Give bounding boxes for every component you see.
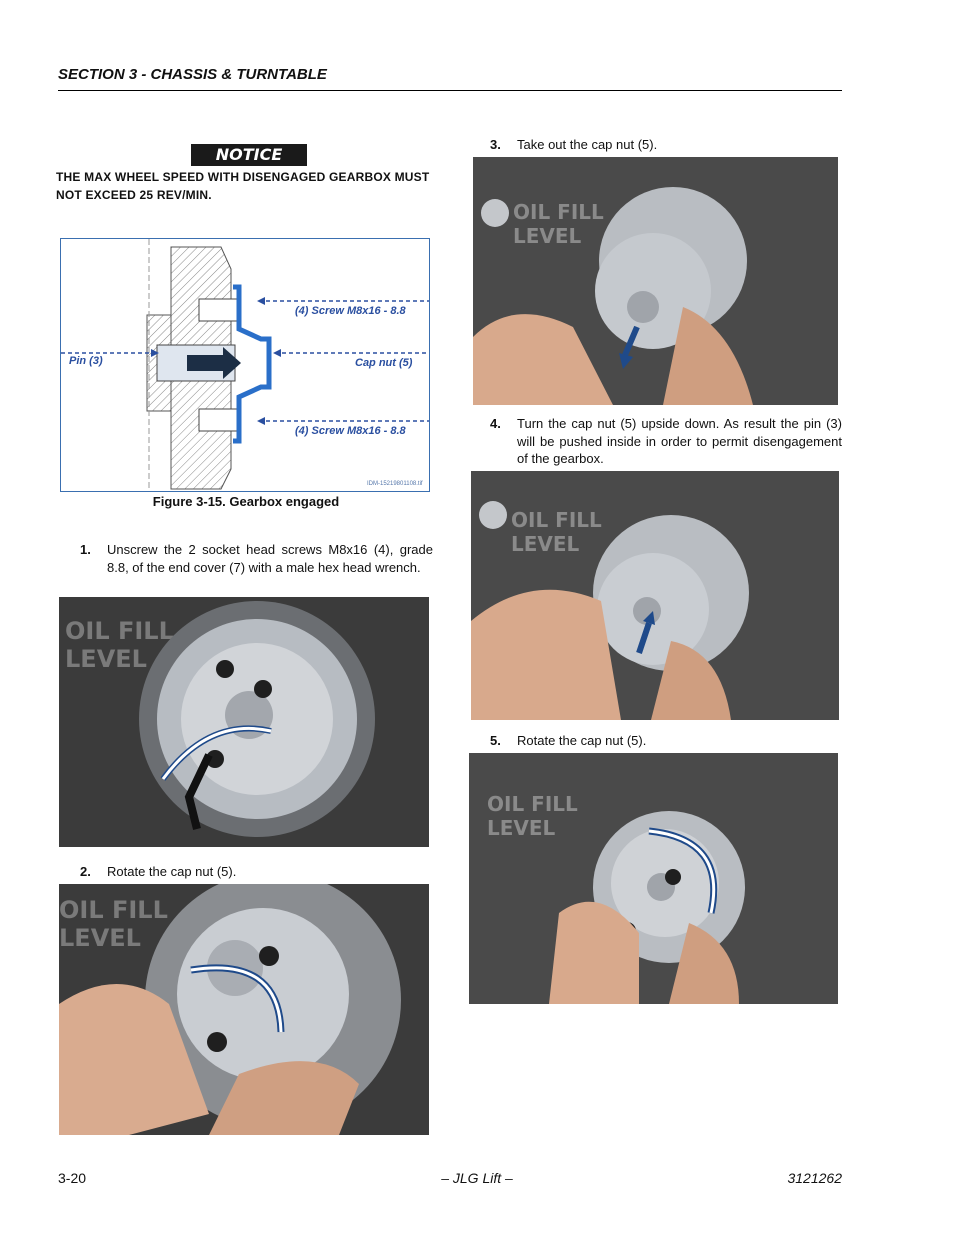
plate-text-line2: LEVEL (511, 532, 580, 556)
plate-text-line2: LEVEL (59, 924, 141, 952)
step-5 (490, 732, 842, 750)
footer-center: – JLG Lift – (441, 1170, 513, 1186)
header-rule (58, 90, 842, 91)
step-number: 2. (80, 864, 91, 879)
label-pin: Pin (3) (69, 355, 103, 367)
step-number: 3. (490, 137, 501, 152)
step-text: Rotate the cap nut (5). (107, 864, 237, 879)
label-screw-top: (4) Screw M8x16 - 8.8 (295, 305, 406, 317)
step-text: Unscrew the 2 socket head screws M8x16 (4), grade 8.8, of the end cover (7) with a male hex head wrench. (107, 542, 433, 575)
section-title: SECTION 3 - CHASSIS & TURNTABLE (58, 66, 327, 83)
plate-text-line2: LEVEL (487, 816, 556, 840)
plate-text-line2: LEVEL (65, 645, 147, 673)
step-text: Take out the cap nut (5). (517, 137, 658, 152)
notice-text: THE MAX WHEEL SPEED WITH DISENGAGED GEARBOX MUST NOT EXCEED 25 REV/MIN. (56, 170, 430, 202)
plate-text-line2: LEVEL (513, 224, 582, 248)
figure-caption: Figure 3-15. Gearbox engaged (152, 494, 340, 509)
page-number: 3-20 (58, 1170, 87, 1186)
label-screw-bottom: (4) Screw M8x16 - 8.8 (295, 425, 406, 437)
step-2 (80, 863, 433, 881)
photo-rotate-cap-nut (59, 884, 429, 1135)
plate-text-line1: OIL FILL (513, 200, 604, 224)
label-cap-nut: Cap nut (5) (355, 357, 413, 369)
step-1 (80, 541, 433, 595)
plate-text-line1: OIL FILL (59, 896, 168, 924)
step-number: 1. (80, 542, 91, 557)
step-text: Turn the cap nut (5) upside down. As result the pin (3) will be pushed inside in order to permit disengagement of the gearbox. (517, 416, 842, 466)
step-number: 5. (490, 733, 501, 748)
step-4 (490, 415, 842, 469)
plate-text-line1: OIL FILL (487, 792, 578, 816)
notice-badge: NOTICE (191, 144, 307, 166)
step-3 (490, 136, 842, 154)
plate-text-line1: OIL FILL (65, 617, 174, 645)
photo-take-out-cap-nut (473, 157, 838, 405)
plate-text-line1: OIL FILL (511, 508, 602, 532)
gearbox-diagram (60, 238, 430, 492)
photo-turn-cap-nut-upside-down (471, 471, 839, 720)
photo-rotate-cap-nut-final (469, 753, 838, 1004)
step-text: Rotate the cap nut (5). (517, 733, 647, 748)
step-number: 4. (490, 416, 501, 431)
photo-unscrew-screws (59, 597, 429, 847)
doc-number: 3121262 (787, 1170, 842, 1186)
file-id: IDM-15219801108.tif (367, 481, 423, 487)
